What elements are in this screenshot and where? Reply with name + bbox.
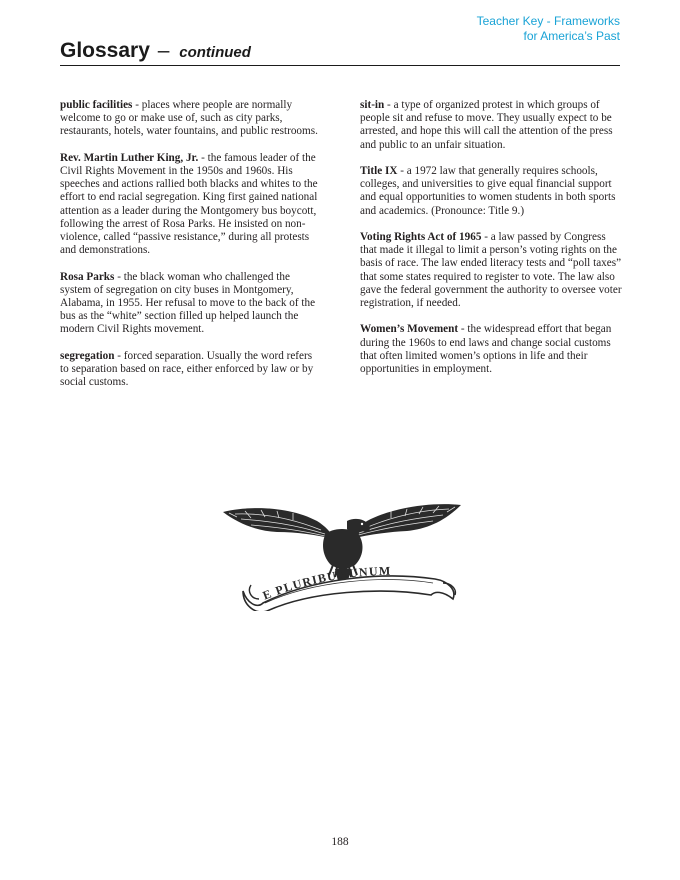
glossary-definition: - a law passed by Congress that made it illegal to limit a person’s voting rights on the basis of race. The law ended literacy tests and “poll taxes” that some states required to register to vote. The law also gave the federal government the authority to oversee voter registration, if needed. [360, 231, 622, 310]
header-ref-line-2: for America’s Past [523, 29, 620, 43]
glossary-entry [360, 231, 622, 310]
glossary-left-column [60, 99, 322, 403]
header-ref-line-1: Teacher Key - Frameworks [476, 14, 620, 28]
glossary-entry [360, 99, 622, 152]
glossary-entry [360, 323, 622, 376]
page-title [60, 39, 251, 63]
glossary-entry [60, 271, 322, 337]
glossary-term: Women’s Movement [360, 323, 459, 336]
page-title-dash: – [157, 39, 170, 62]
glossary-term: Title IX [360, 165, 398, 177]
glossary-definition: - the black woman who challenged the system of segregation on city buses in Montgomery, Alabama, in 1955. Her refusal to move to the back of the bus as the “white” section filled up helped launch the modern Civil Rights movement. [60, 270, 316, 336]
page-title-continued: continued [179, 44, 251, 61]
page-title-main: Glossary [60, 39, 150, 62]
glossary-definition: - a 1972 law that generally requires schools, colleges, and universities to give equal financial support and equal opportunities to women students in both sports and academics. (Pronounce: Title 9.) [360, 165, 616, 217]
glossary-term: sit-in [360, 99, 385, 111]
glossary-right-column [360, 99, 622, 389]
eagle-seal-icon [221, 499, 463, 611]
glossary-entry [360, 165, 622, 218]
glossary-term: Rev. Martin Luther King, Jr. [60, 151, 199, 164]
glossary-term: segregation [60, 349, 115, 362]
glossary-definition: - the famous leader of the Civil Rights Movement in the 1950s and 1960s. His speeches and actions rallied both blacks and whites to the effort to end racial segregation. King first gained national attention as a leader during the Montgomery bus boycott, following the arrest of Rosa Parks. He insisted on non-violence, called “passive resistance,” during all protests and demonstrations. [60, 151, 318, 257]
glossary-entry [60, 152, 322, 258]
glossary-entry [60, 99, 322, 139]
glossary-definition: - forced separation. Usually the word refers to separation based on race, either enforced by law or by social customs. [60, 349, 314, 389]
glossary-definition: - a type of organized protest in which groups of people sit and refuse to move. They usually expect to be arrested, and hope this will call the attention of the press and public to an unfair situation. [360, 99, 613, 151]
glossary-definition: - the widespread effort that began during the 1960s to end laws and change social customs that often limited women’s options in life and their opportunities in employment. [360, 323, 612, 376]
seal-banner-text: E PLURIBUS UNUM [260, 563, 392, 603]
glossary-entry [60, 350, 322, 390]
glossary-term: Voting Rights Act of 1965 [360, 231, 482, 243]
glossary-term: Rosa Parks [60, 270, 115, 283]
header-reference [477, 14, 620, 44]
page-number: 188 [331, 836, 349, 848]
glossary-definition: - places where people are normally welcome to go or make use of, such as city parks, restaurants, hotels, water fountains, and public restrooms. [60, 99, 318, 138]
glossary-term: public facilities [60, 99, 133, 111]
title-rule [60, 65, 620, 66]
